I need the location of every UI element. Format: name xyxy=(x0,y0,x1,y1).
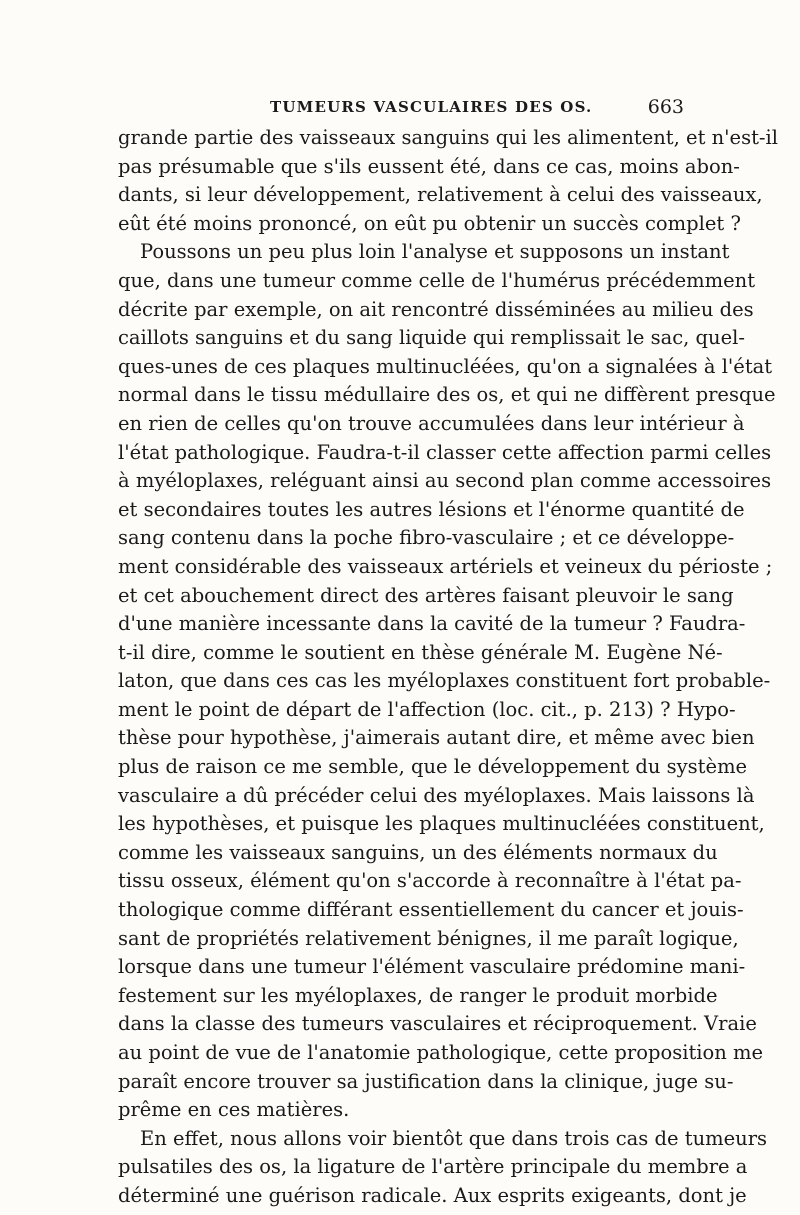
text-line: déterminé une guérison radicale. Aux esprits exigeants, dont je xyxy=(118,1183,747,1207)
page-header xyxy=(118,96,684,124)
text-line: les hypothèses, et puisque les plaques multinucléées constituent, xyxy=(118,812,765,836)
text-line: à myéloplaxes, reléguant ainsi au second plan comme accessoires xyxy=(118,469,772,493)
text-line: dans la classe des tumeurs vasculaires et réciproquement. Vraie xyxy=(118,1012,757,1036)
text-line: ment le point de départ de l'affection (loc. cit., p. 213) ? Hypo- xyxy=(118,697,736,721)
text-line: eût été moins prononcé, on eût pu obtenir un succès complet ? xyxy=(118,211,741,235)
text-line: caillots sanguins et du sang liquide qui remplissait le sac, quel- xyxy=(118,326,745,350)
text-line: tissu osseux, élément qu'on s'accorde à reconnaître à l'état pa- xyxy=(118,869,742,893)
text-line: décrite par exemple, on ait rencontré disséminées au milieu des xyxy=(118,297,754,321)
text-line: au point de vue de l'anatomie pathologique, cette proposition me xyxy=(118,1041,764,1064)
text-line: ques-unes de ces plaques multinucléées, qu'on a signalées à l'état xyxy=(118,354,773,378)
text-line: et secondaires toutes les autres lésions et l'énorme quantité de xyxy=(118,497,745,521)
text-line: dants, si leur développement, relativement à celui des vaisseaux, xyxy=(118,183,763,207)
text-line: normal dans le tissu médullaire des os, et qui ne diffèrent presque xyxy=(118,383,776,407)
text-line: laton, que dans ces cas les myéloplaxes constituent fort probable- xyxy=(118,669,771,693)
text-line: pulsatiles des os, la ligature de l'artère principale du membre a xyxy=(118,1155,748,1179)
text-line: l'état pathologique. Faudra-t-il classer cette affection parmi celles xyxy=(118,440,772,464)
text-line: sant de propriétés relativement bénignes, il me paraît logique, xyxy=(118,926,739,950)
text-line: Poussons un peu plus loin l'analyse et supposons un instant xyxy=(140,240,730,264)
text-line: en rien de celles qu'on trouve accumulées dans leur intérieur à xyxy=(118,411,745,435)
text-line: En effet, nous allons voir bientôt que dans trois cas de tumeurs xyxy=(140,1126,768,1150)
running-title: TUMEURS VASCULAIRES DES OS. xyxy=(270,98,593,116)
text-line: vasculaire a dû précéder celui des myéloplaxes. Mais laissons là xyxy=(118,783,755,807)
text-line: t-il dire, comme le soutient en thèse générale M. Eugène Né- xyxy=(118,640,723,664)
text-line: sang contenu dans la poche fibro-vasculaire ; et ce développe- xyxy=(118,526,735,550)
page-number: 663 xyxy=(647,96,684,118)
text-line: grande partie des vaisseaux sanguins qui les alimentent, et n'est-il xyxy=(118,126,778,149)
text-line: paraît encore trouver sa justification dans la clinique, juge su- xyxy=(118,1069,734,1093)
text-line: et cet abouchement direct des artères faisant pleuvoir le sang xyxy=(118,583,734,607)
text-line: comme les vaisseaux sanguins, un des éléments normaux du xyxy=(118,840,718,864)
text-line: que, dans une tumeur comme celle de l'humérus précédemment xyxy=(118,268,756,292)
text-line: ment considérable des vaisseaux artériels et veineux du périoste ; xyxy=(118,554,773,578)
text-line: festement sur les myéloplaxes, de ranger le produit morbide xyxy=(118,983,718,1007)
text-line: pas présumable que s'ils eussent été, dans ce cas, moins abon- xyxy=(118,154,740,178)
text-line: thologique comme différant essentiellement du cancer et jouis- xyxy=(118,898,744,922)
text-line: plus de raison ce me semble, que le développement du système xyxy=(118,755,748,779)
text-line: lorsque dans une tumeur l'élément vasculaire prédomine mani- xyxy=(118,955,746,979)
text-line: d'une manière incessante dans la cavité de la tumeur ? Faudra- xyxy=(118,612,746,636)
body-text xyxy=(118,124,778,1211)
text-line: prême en ces matières. xyxy=(118,1098,350,1122)
text-line: thèse pour hypothèse, j'aimerais autant dire, et même avec bien xyxy=(118,726,755,750)
